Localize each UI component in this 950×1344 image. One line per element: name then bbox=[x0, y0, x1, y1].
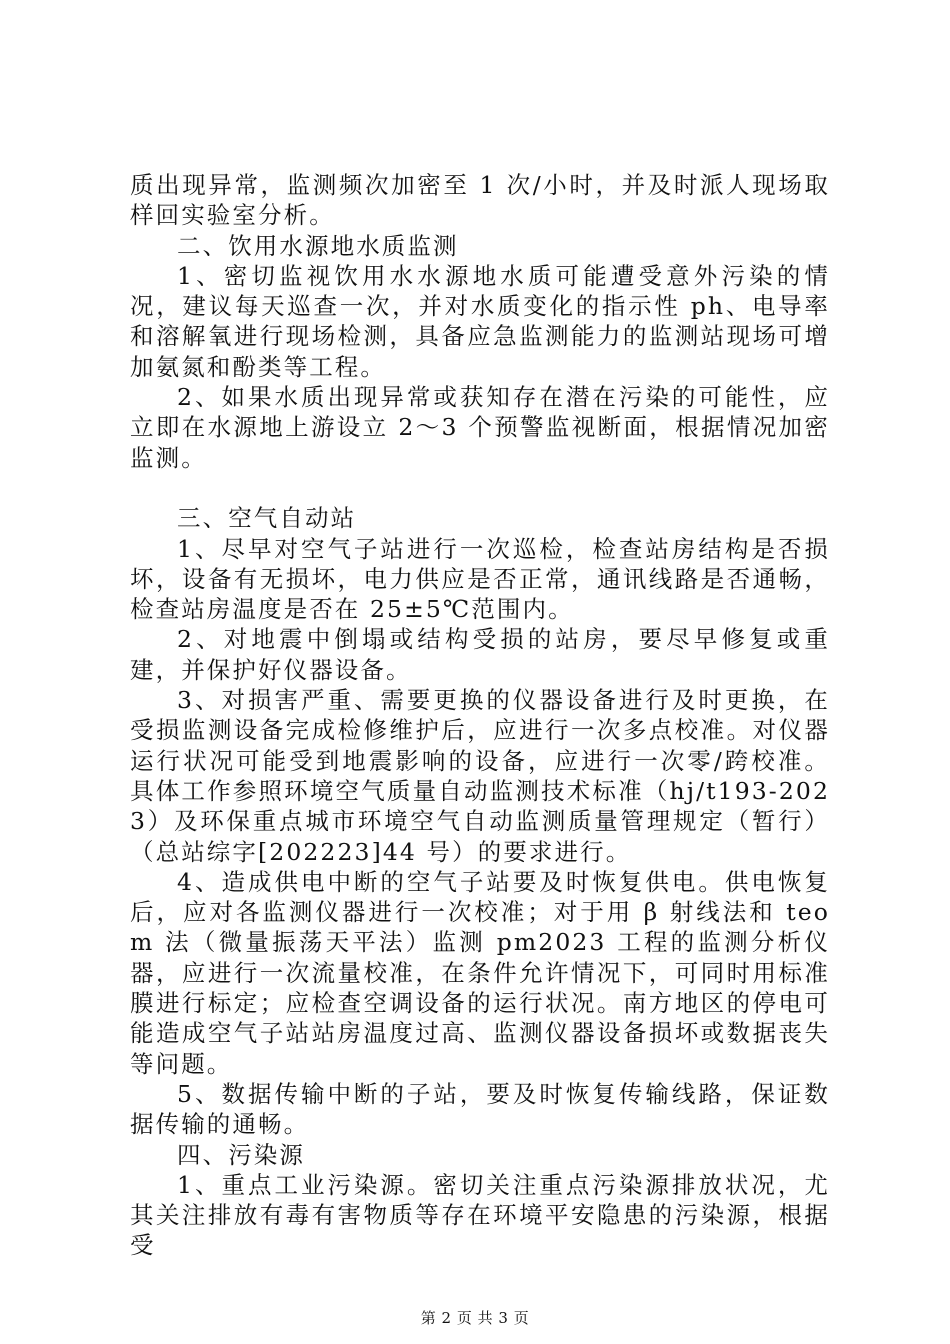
paragraph-water-2: 2、如果水质出现异常或获知存在潜在污染的可能性，应立即在水源地上游设立 2～3 个预警监视断面，根据情况加密监测。 bbox=[130, 383, 830, 472]
paragraph-air-5: 5、数据传输中断的子站，要及时恢复传输线路，保证数据传输的通畅。 bbox=[130, 1079, 830, 1139]
section-heading-pollution-source: 四、污染源 bbox=[177, 1140, 305, 1169]
paragraph-water-1: 1、密切监视饮用水水源地水质可能遭受意外污染的情况，建议每天巡查一次，并对水质变化的指示性 ph、电导率和溶解氧进行现场检测，具备应急监测能力的监测站现场可增加氨氮和酚类等工程。 bbox=[130, 261, 830, 381]
paragraph-air-4: 4、造成供电中断的空气子站要及时恢复供电。供电恢复后，应对各监测仪器进行一次校准；对于用 β 射线法和 teom 法（微量振荡天平法）监测 pm2023 工程的监测分析仪器，应进行一次流量校准，在条件允许情况下，可同时用标准膜进行标定；应检查空调设备的运行状况。南方地区的停电可能造成空气子站站房温度过高、监测仪器设备损坏或数据丧失等问题。 bbox=[130, 867, 830, 1078]
section-heading-water-source: 二、饮用水源地水质监测 bbox=[177, 231, 459, 260]
blank-line bbox=[130, 473, 830, 503]
paragraph-continuation: 质出现异常，监测频次加密至 1 次/小时，并及时派人现场取样回实验室分析。 bbox=[130, 171, 830, 230]
paragraph-air-1: 1、尽早对空气子站进行一次巡检，检查站房结构是否损坏，设备有无损坏，电力供应是否正常，通讯线路是否通畅，检查站房温度是否在 25±5℃范围内。 bbox=[130, 534, 830, 624]
page-number-footer: 第 2 页 共 3 页 bbox=[420, 1309, 530, 1327]
document-body bbox=[130, 170, 830, 1261]
section-heading-air-station: 三、空气自动站 bbox=[177, 504, 357, 533]
paragraph-air-2: 2、对地震中倒塌或结构受损的站房，要尽早修复或重建，并保护好仪器设备。 bbox=[130, 625, 830, 684]
paragraph-air-3: 3、对损害严重、需要更换的仪器设备进行及时更换，在受损监测设备完成检修维护后，应进行一次多点校准。对仪器运行状况可能受到地震影响的设备，应进行一次零/跨校准。具体工作参照环境空气质量自动监测技术标准（hj/t193-2023）及环保重点城市环境空气自动监测质量管理规定（暂行）（总站综字[202223]44 号）的要求进行。 bbox=[130, 686, 830, 866]
paragraph-pollution-1: 1、重点工业污染源。密切关注重点污染源排放状况，尤其关注排放有毒有害物质等存在环境平安隐患的污染源，根据受 bbox=[130, 1170, 830, 1260]
